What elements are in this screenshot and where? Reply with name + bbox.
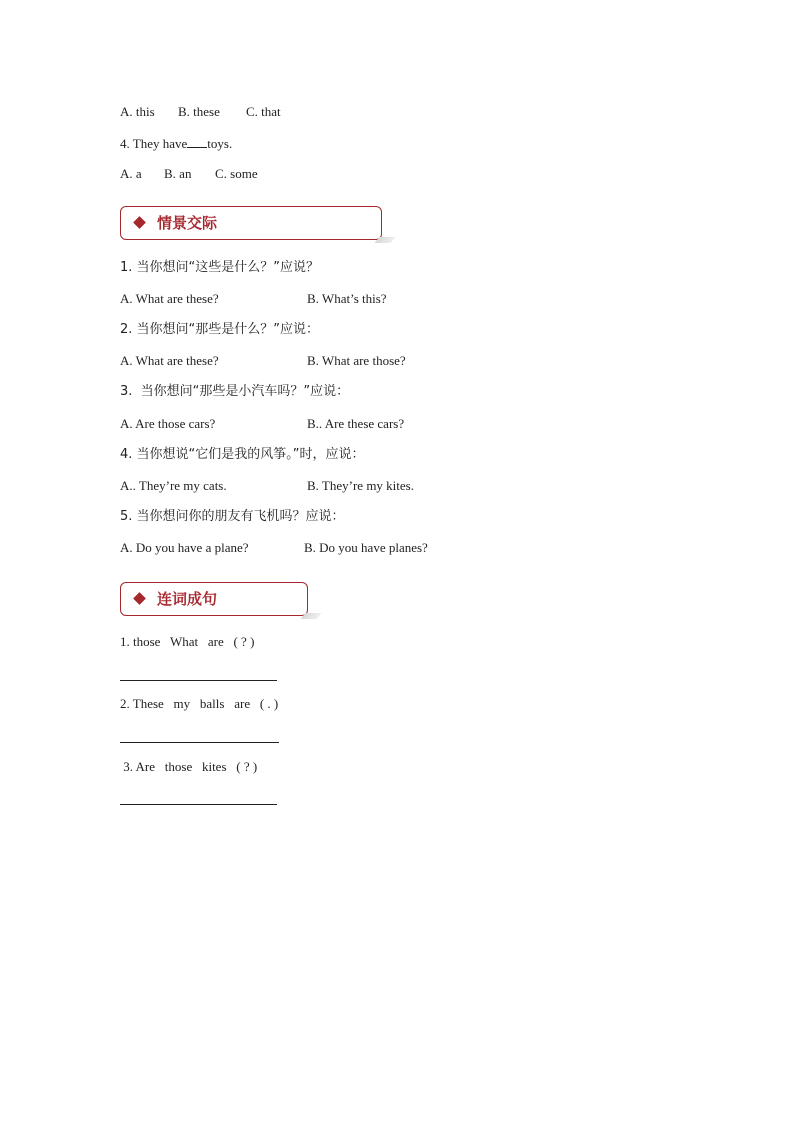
section-header-sentences	[120, 582, 308, 616]
question-text: 2. 当你想问“那些是什么？”应说：	[120, 322, 320, 337]
option-a: A. Are those cars?	[120, 416, 216, 431]
option-b: B. What are those?	[307, 353, 406, 368]
question-text: 5. 当你想问你的朋友有飞机吗？应说：	[120, 509, 345, 524]
question-4-prefix: 4. They have	[120, 136, 188, 151]
answer-line	[120, 680, 277, 681]
diamond-icon	[133, 592, 146, 605]
sentence-item: 2. These my balls are ( . )	[120, 696, 279, 711]
diamond-icon	[133, 216, 146, 229]
option-a: A. a	[120, 166, 142, 181]
option-a: A. What are these?	[120, 353, 219, 368]
option-b: B. Do you have planes?	[304, 540, 428, 555]
option-a: A. What are these?	[120, 291, 219, 306]
answer-line	[120, 742, 279, 743]
option-c: C. some	[215, 166, 258, 181]
option-a: A. this	[120, 104, 155, 119]
sentence-item: 3. Are those kites ( ? )	[120, 759, 258, 774]
option-b: B.. Are these cars?	[307, 416, 405, 431]
question-4	[120, 135, 232, 152]
answer-blank	[187, 135, 207, 148]
question-text: 1. 当你想问“这些是什么？”应说？	[120, 260, 320, 275]
question-text: 4. 当你想说“它们是我的风筝。”时，应说：	[120, 447, 365, 462]
option-c: C. that	[246, 104, 281, 119]
section-header-situations	[120, 206, 382, 240]
question-text: 3. 当你想问“那些是小汽车吗？”应说：	[120, 384, 350, 399]
option-a: A.. They’re my cats.	[120, 478, 227, 493]
option-a: A. Do you have a plane?	[120, 540, 249, 555]
option-b: B. an	[164, 166, 192, 181]
option-b: B. these	[178, 104, 220, 119]
section-title: 连词成句	[157, 590, 218, 608]
question-4-suffix: toys.	[207, 136, 233, 151]
option-b: B. What’s this?	[307, 291, 387, 306]
answer-line	[120, 804, 277, 805]
section-title: 情景交际	[157, 214, 218, 232]
option-b: B. They’re my kites.	[307, 478, 414, 493]
sentence-item: 1. those What are ( ? )	[120, 634, 255, 649]
